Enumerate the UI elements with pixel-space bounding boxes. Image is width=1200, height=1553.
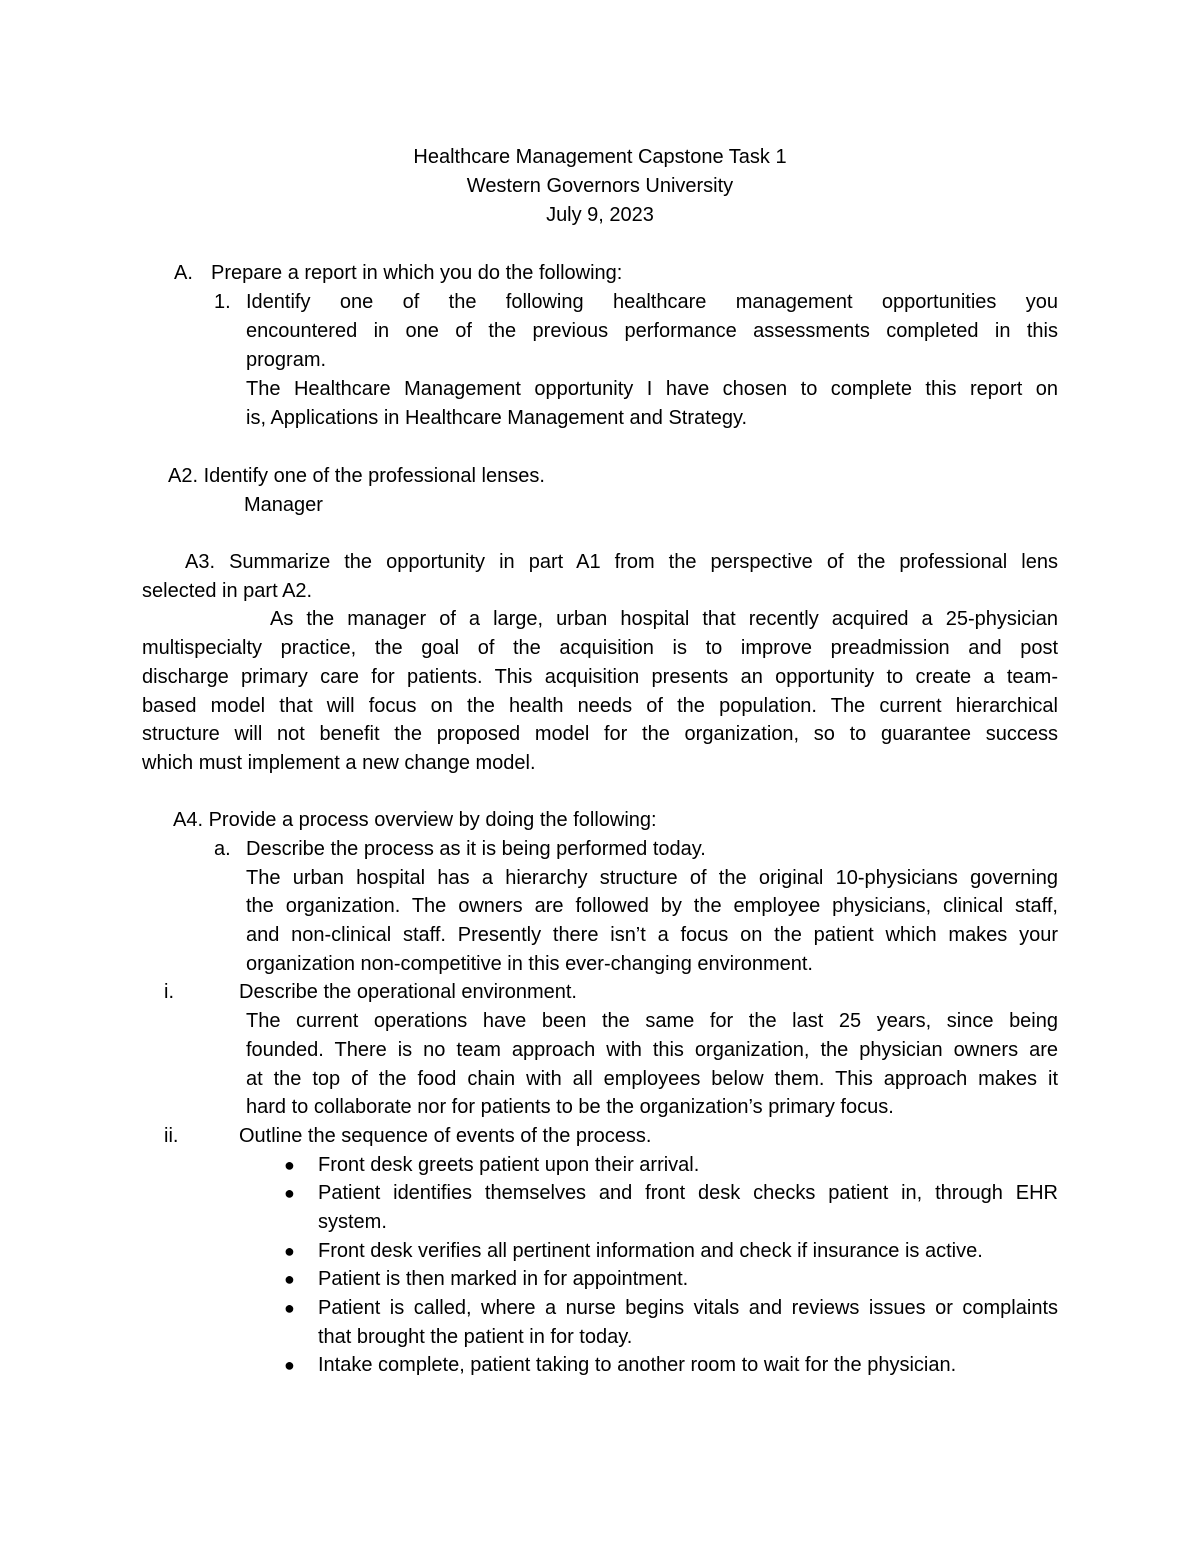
item-a-marker: a. — [214, 838, 231, 860]
section-a3-body-line: multispecialty practice, the goal of the acquisition is to improve preadmission and post — [142, 637, 1058, 659]
bullet-dot-icon: ● — [284, 1241, 295, 1261]
section-a3-body-line: structure will not benefit the proposed model for the organization, so to guarantee success — [142, 723, 1058, 745]
item-a-body-line: organization non-competitive in this ever-changing environment. — [246, 953, 813, 975]
item-1-line: Identify one of the following healthcare management opportunities you — [246, 291, 1058, 313]
section-a-marker: A. — [174, 262, 193, 284]
bullet-dot-icon: ● — [284, 1155, 295, 1175]
section-a3-body-line: discharge primary care for patients. This acquisition presents an opportunity to create a team- — [142, 666, 1058, 688]
item-i-marker: i. — [164, 981, 174, 1003]
item-a-body-line: the organization. The owners are followed by the employee physicians, clinical staff, — [246, 895, 1058, 917]
item-a-body-line: and non-clinical staff. Presently there isn’t a focus on the patient which makes your — [246, 924, 1058, 946]
item-1-answer-line: is, Applications in Healthcare Management and Strategy. — [246, 407, 748, 429]
section-a4-prompt: A4. Provide a process overview by doing the following: — [173, 809, 657, 831]
bullet-item-continuation: that brought the patient in for today. — [318, 1326, 633, 1348]
item-1-line: encountered in one of the previous performance assessments completed in this — [246, 320, 1058, 342]
bullet-dot-icon: ● — [284, 1355, 295, 1375]
bullet-dot-icon: ● — [284, 1269, 295, 1289]
section-a3-body-line: which must implement a new change model. — [142, 752, 536, 774]
item-i-body-line: at the top of the food chain with all employees below them. This approach makes it — [246, 1068, 1058, 1090]
document-title: Healthcare Management Capstone Task 1 — [413, 146, 787, 168]
bullet-item: Front desk verifies all pertinent information and check if insurance is active. — [318, 1240, 983, 1262]
bullet-item: Patient is called, where a nurse begins vitals and reviews issues or complaints — [318, 1297, 1058, 1319]
document-institution: Western Governors University — [466, 175, 734, 197]
item-1-answer-line: The Healthcare Management opportunity I have chosen to complete this report on — [246, 378, 1058, 400]
bullet-dot-icon: ● — [284, 1183, 295, 1203]
section-a3-prompt-line: A3. Summarize the opportunity in part A1 from the perspective of the professional lens — [185, 551, 1058, 573]
item-i-body-line: The current operations have been the same for the last 25 years, since being — [246, 1010, 1058, 1032]
section-a3-body-line: As the manager of a large, urban hospital that recently acquired a 25-physician — [270, 608, 1058, 630]
section-a2-answer: Manager — [244, 494, 323, 516]
item-1-marker: 1. — [214, 291, 231, 313]
bullet-item-continuation: system. — [318, 1211, 387, 1233]
document-date: July 9, 2023 — [546, 204, 654, 226]
item-i-prompt: Describe the operational environment. — [239, 981, 577, 1003]
item-1-line: program. — [246, 349, 327, 371]
item-i-body-line: founded. There is no team approach with this organization, the physician owners are — [246, 1039, 1058, 1061]
bullet-item: Patient is then marked in for appointment. — [318, 1268, 689, 1290]
bullet-item: Front desk greets patient upon their arrival. — [318, 1154, 700, 1176]
bullet-item: Patient identifies themselves and front desk checks patient in, through EHR — [318, 1182, 1058, 1204]
section-a-prompt: Prepare a report in which you do the following: — [211, 262, 623, 284]
item-ii-marker: ii. — [164, 1125, 179, 1147]
item-i-body-line: hard to collaborate nor for patients to be the organization’s primary focus. — [246, 1096, 894, 1118]
section-a3-prompt-line: selected in part A2. — [142, 580, 313, 602]
section-a2-prompt: A2. Identify one of the professional lenses. — [168, 465, 545, 487]
item-a-prompt: Describe the process as it is being performed today. — [246, 838, 706, 860]
section-a3-body-line: based model that will focus on the health needs of the population. The current hierarchical — [142, 695, 1058, 717]
bullet-item: Intake complete, patient taking to another room to wait for the physician. — [318, 1354, 957, 1376]
bullet-dot-icon: ● — [284, 1298, 295, 1318]
item-a-body-line: The urban hospital has a hierarchy structure of the original 10-physicians governing — [246, 867, 1058, 889]
item-ii-prompt: Outline the sequence of events of the process. — [239, 1125, 652, 1147]
